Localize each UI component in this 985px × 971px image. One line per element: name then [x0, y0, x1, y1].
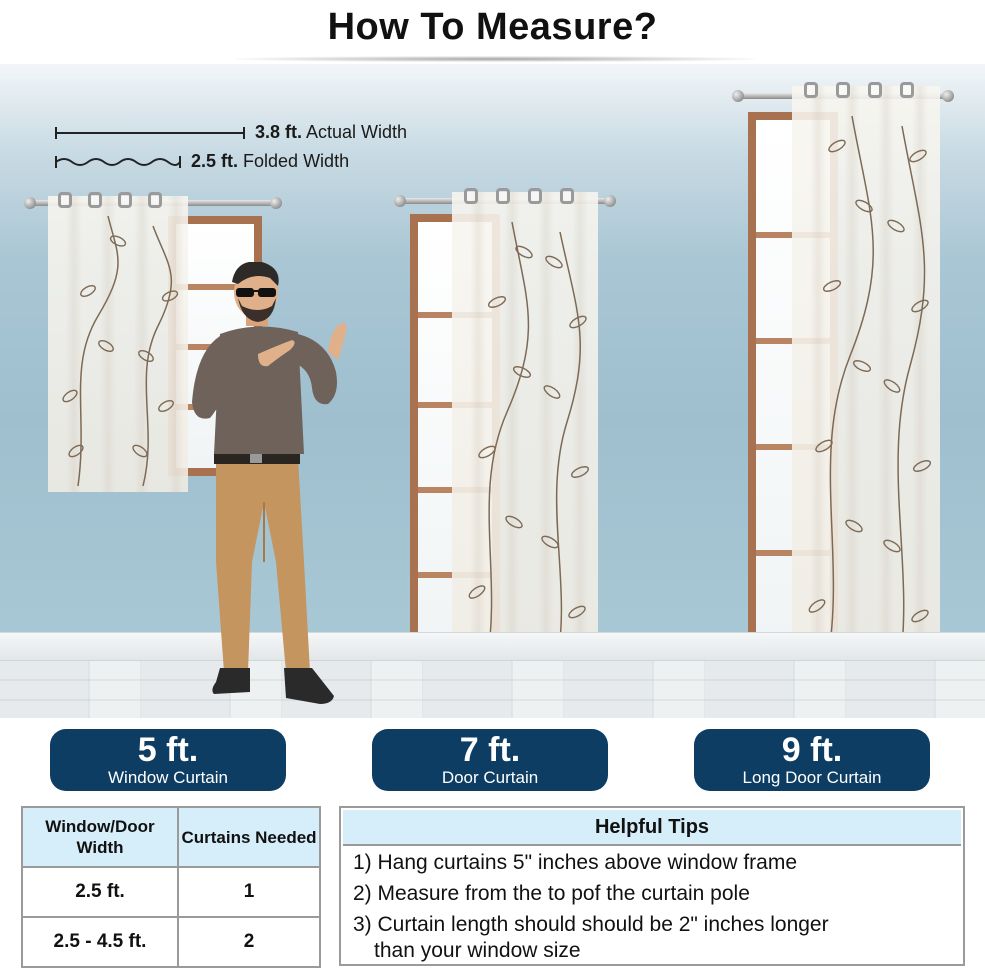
rod-end-icon — [24, 197, 36, 209]
rod-end-icon — [270, 197, 282, 209]
curtains-needed-table — [21, 806, 321, 968]
baseboard — [0, 632, 985, 661]
wavy-measure-line-icon — [55, 154, 181, 170]
title-underline — [235, 56, 755, 62]
man-pointing-icon — [180, 262, 360, 712]
tip-item: 3) Curtain length should should be 2" inches longer — [353, 913, 829, 936]
size-value: 9 ft. — [781, 731, 843, 769]
size-value: 7 ft. — [459, 731, 521, 769]
long-door-curtain-9ft — [792, 86, 940, 668]
wood-floor — [0, 660, 985, 718]
size-label: Door Curtain — [441, 768, 539, 787]
size-label: Window Curtain — [108, 768, 228, 787]
rod-end-icon — [732, 90, 744, 102]
door-curtain-7ft — [452, 192, 598, 666]
size-pill-long-door-curtain — [694, 729, 930, 791]
actual-width-label: Actual Width — [306, 122, 408, 142]
leaf-pattern-icon — [48, 196, 188, 492]
table-header-curtains: Curtains Needed — [178, 807, 320, 867]
legend-folded-width — [55, 151, 349, 172]
actual-width-value: 3.8 ft. — [255, 122, 303, 142]
rod-end-icon — [942, 90, 954, 102]
page-title: How To Measure? — [327, 6, 658, 48]
table-cell-width: 2.5 - 4.5 ft. — [22, 917, 178, 967]
tip-item: 1) Hang curtains 5" inches above window frame — [353, 851, 798, 874]
table-header-width: Window/Door Width — [22, 807, 178, 867]
table-row — [22, 867, 320, 917]
size-pill-window-curtain — [50, 729, 286, 791]
tip-item: 2) Measure from the to pof the curtain pole — [353, 882, 750, 905]
table-cell-count: 2 — [178, 917, 320, 967]
table-header-row — [22, 807, 320, 867]
rod-end-icon — [604, 195, 616, 207]
window-curtain-5ft — [48, 196, 188, 492]
leaf-pattern-icon — [792, 86, 940, 668]
table-row — [22, 917, 320, 967]
table-cell-count: 1 — [178, 867, 320, 917]
folded-width-value: 2.5 ft. — [191, 151, 239, 171]
folded-width-label: Folded Width — [243, 151, 350, 171]
size-pill-door-curtain — [372, 729, 608, 791]
straight-measure-line-icon — [55, 126, 245, 140]
leaf-pattern-icon — [452, 192, 598, 666]
legend-actual-width — [55, 122, 407, 143]
size-value: 5 ft. — [137, 731, 199, 769]
tip-item-continuation: than your window size — [374, 939, 581, 962]
table-cell-width: 2.5 ft. — [22, 867, 178, 917]
size-label: Long Door Curtain — [742, 768, 882, 787]
rod-end-icon — [394, 195, 406, 207]
helpful-tips-title: Helpful Tips — [343, 810, 961, 846]
helpful-tips-box — [339, 806, 965, 966]
